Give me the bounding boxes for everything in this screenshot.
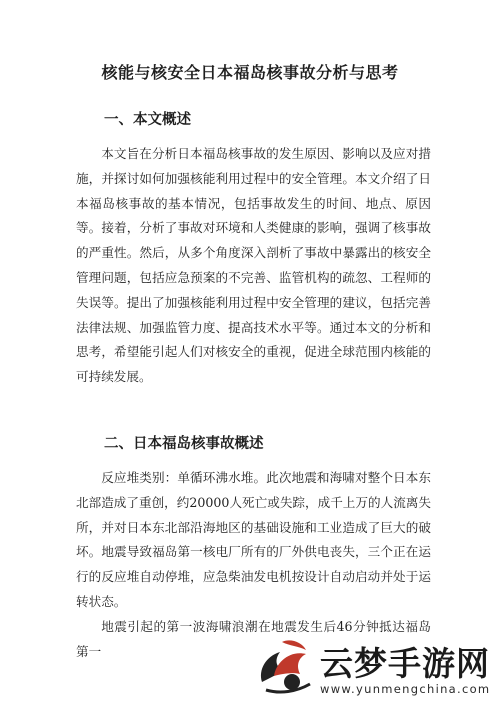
watermark-site-url: www.yunmengchina.com [320,682,491,696]
watermark [246,628,500,707]
paragraph-accident-reactor: 反应堆类别：单循环沸水堆。此次地震和海啸对整个日本东北部造成了重创，约20000人死亡或失踪，成千上万的人流离失所，并对日本东北部沿海地区的基础设施和工业造成了巨大的破坏。地震导致福岛第一核电厂所有的厂外供电丧失，三个正在运行的反应堆自动停堆，应急柴油发电机按设计自动启动并处于运转状态。 [76,470,431,609]
watermark-site-name: 云梦手游网 [320,644,490,683]
watermark-logo-icon [252,632,318,698]
paragraph-accident-tsunami: 地震引起的第一波海啸浪潮在地震发生后46分钟抵达福岛第一 [76,619,431,659]
section-heading-accident: 二、日本福岛核事故概述 [104,436,264,452]
document-title: 核能与核安全日本福岛核事故分析与思考 [101,63,399,82]
paragraph-overview: 本文旨在分析日本福岛核事故的发生原因、影响以及应对措施，并探讨如何加强核能利用过程中的安全管理。本文介绍了日本福岛核事故的基本情况，包括事故发生的时间、地点、原因等。接着，分析了事故对环境和人类健康的影响，强调了核事故的严重性。然后，从多个角度深入剖析了事故中暴露出的核安全管理问题，包括应急预案的不完善、监管机构的疏忽、工程师的失误等。提出了加强核能利用过程中安全管理的建议，包括完善法律法规、加强监管力度、提高技术水平等。通过本文的分析和思考，希望能引起人们对核安全的重视，促进全球范围内核能的可持续发展。 [76,146,431,385]
section-heading-overview: 一、本文概述 [104,112,191,128]
